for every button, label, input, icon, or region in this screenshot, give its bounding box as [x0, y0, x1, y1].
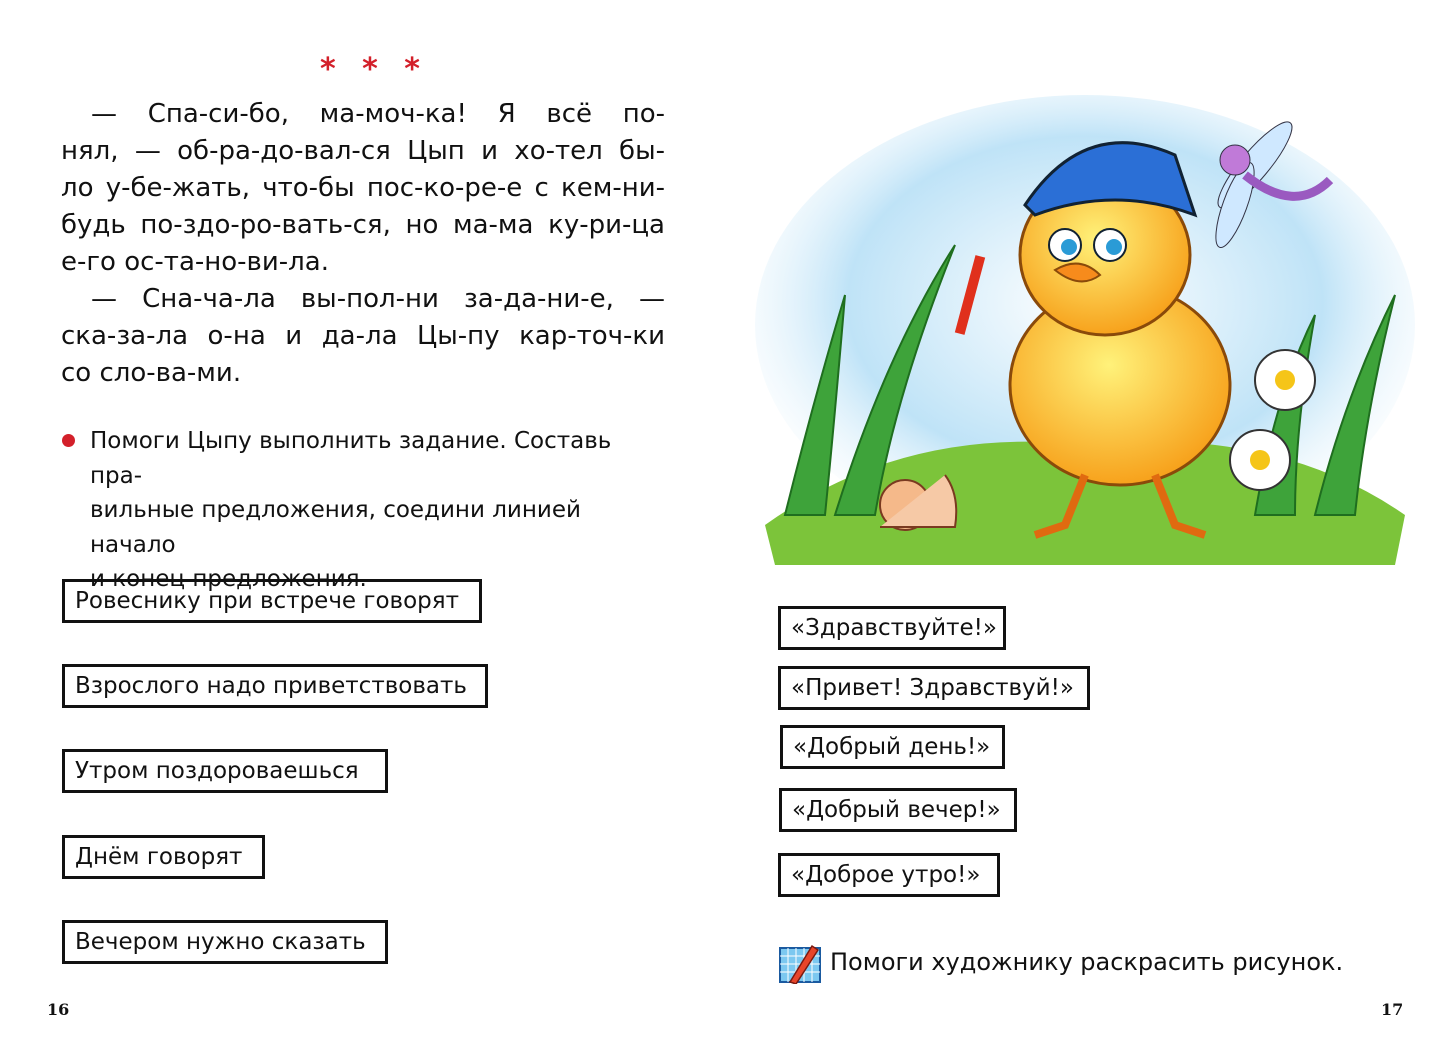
- page-number-right: 17: [1381, 1000, 1404, 1019]
- sentence-end-card[interactable]: «Добрый вечер!»: [779, 788, 1017, 832]
- sentence-end-card[interactable]: «Доброе утро!»: [778, 853, 1000, 897]
- sentence-start-card[interactable]: Днём говорят: [62, 835, 265, 879]
- story-line: будь по-здо-ро-вать-ся, но ма-ма ку-ри-ца: [61, 210, 665, 240]
- sentence-end-card[interactable]: «Здравствуйте!»: [778, 606, 1006, 650]
- task-line: и конец предложения.: [90, 566, 367, 592]
- story-line: — Сна-ча-ла вы-пол-ни за-да-ни-е, —: [91, 284, 665, 314]
- sentence-end-card[interactable]: «Добрый день!»: [780, 725, 1005, 769]
- sentence-start-card[interactable]: Ровеснику при встрече говорят: [62, 579, 482, 623]
- task-line: Помоги Цыпу выполнить задание. Составь пра-: [90, 428, 612, 489]
- story-line: ска-за-ла о-на и да-ла Цы-пу кар-точ-ки: [61, 321, 665, 351]
- chick-illustration: [755, 95, 1415, 575]
- coloring-hint: [778, 940, 1343, 984]
- sentence-start-card[interactable]: Взрослого надо приветствовать: [62, 664, 488, 708]
- story-line: нял, — об-ра-до-вал-ся Цып и хо-тел бы-: [61, 136, 665, 166]
- coloring-hint-text: Помоги художнику раскрасить рисунок.: [830, 948, 1344, 976]
- task-line: вильные предложения, соедини линией начало: [90, 497, 581, 558]
- page-number-left: 16: [47, 1000, 70, 1019]
- story-line: е-го ос-та-но-ви-ла.: [61, 247, 329, 277]
- sentence-end-card[interactable]: «Привет! Здравствуй!»: [778, 666, 1090, 710]
- story-text: [61, 96, 665, 392]
- bullet-icon: [62, 434, 75, 447]
- snail: [880, 475, 956, 530]
- task-instruction: [62, 424, 667, 597]
- story-line: со сло-ва-ми.: [61, 358, 242, 388]
- story-line: ло у-бе-жать, что-бы пос-ко-ре-е с кем-ни-: [61, 173, 665, 203]
- sentence-start-card[interactable]: Вечером нужно сказать: [62, 920, 388, 964]
- story-line: — Спа-си-бо, ма-моч-ка! Я всё по-: [91, 99, 665, 129]
- pencil-grid-icon: [778, 940, 822, 984]
- section-stars: * * *: [320, 52, 428, 87]
- sentence-start-card[interactable]: Утром поздороваешься: [62, 749, 388, 793]
